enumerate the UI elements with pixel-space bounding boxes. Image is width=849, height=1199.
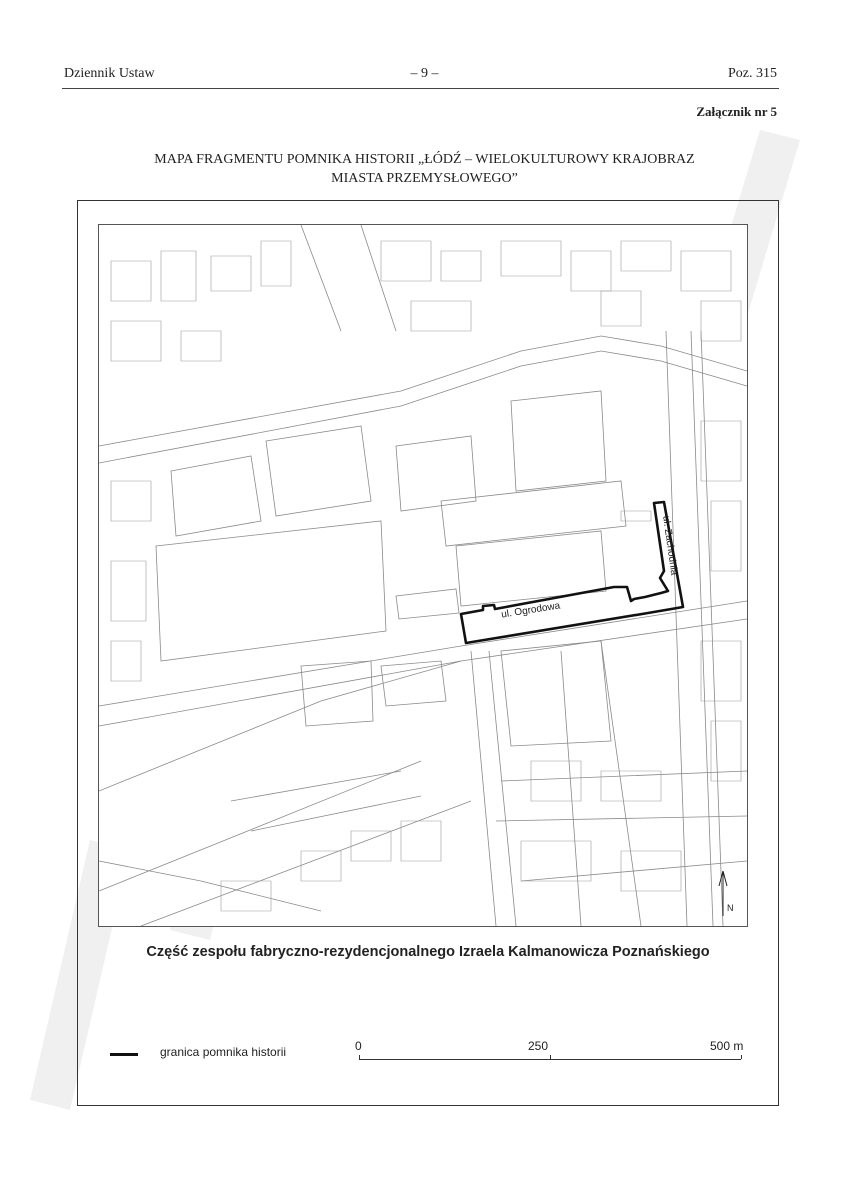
scale-label-500: 500 m <box>710 1039 744 1053</box>
map-caption: Część zespołu fabryczno-rezydencjonalnego Izraela Kalmanowicza Poznańskiego <box>146 944 710 960</box>
document-title <box>0 150 849 188</box>
map-drawing <box>99 225 747 926</box>
journal-name: Dziennik Ustaw <box>64 66 155 81</box>
title-line-1: MAPA FRAGMENTU POMNIKA HISTORII „ŁÓDŹ – WIELOKULTUROWY KRAJOBRAZ <box>154 152 695 167</box>
scale-tick <box>741 1055 742 1059</box>
legend-label: granica pomnika historii <box>160 1045 287 1059</box>
scale-tick <box>359 1055 360 1059</box>
street-label-zachodnia: ul. Zachodnia <box>660 515 680 576</box>
title-line-2: MIASTA PRZEMYSŁOWEGO” <box>331 171 518 186</box>
north-label: N <box>727 903 734 913</box>
legend-boundary-line <box>110 1053 138 1056</box>
scale-bar <box>359 1059 741 1060</box>
north-arrow-icon <box>719 871 727 916</box>
scale-label-250: 250 <box>528 1039 549 1053</box>
scale-tick <box>550 1055 551 1059</box>
page-number: – 9 – <box>410 66 439 81</box>
map <box>98 224 748 927</box>
monument-boundary <box>461 502 683 643</box>
scale-label-0: 0 <box>355 1039 362 1053</box>
position-number: Poz. 315 <box>728 66 777 81</box>
building-blocks <box>111 241 741 911</box>
street-label-ogrodowa: ul. Ogrodowa <box>500 600 561 621</box>
annex-label: Załącznik nr 5 <box>696 104 777 119</box>
header-divider <box>62 88 779 89</box>
